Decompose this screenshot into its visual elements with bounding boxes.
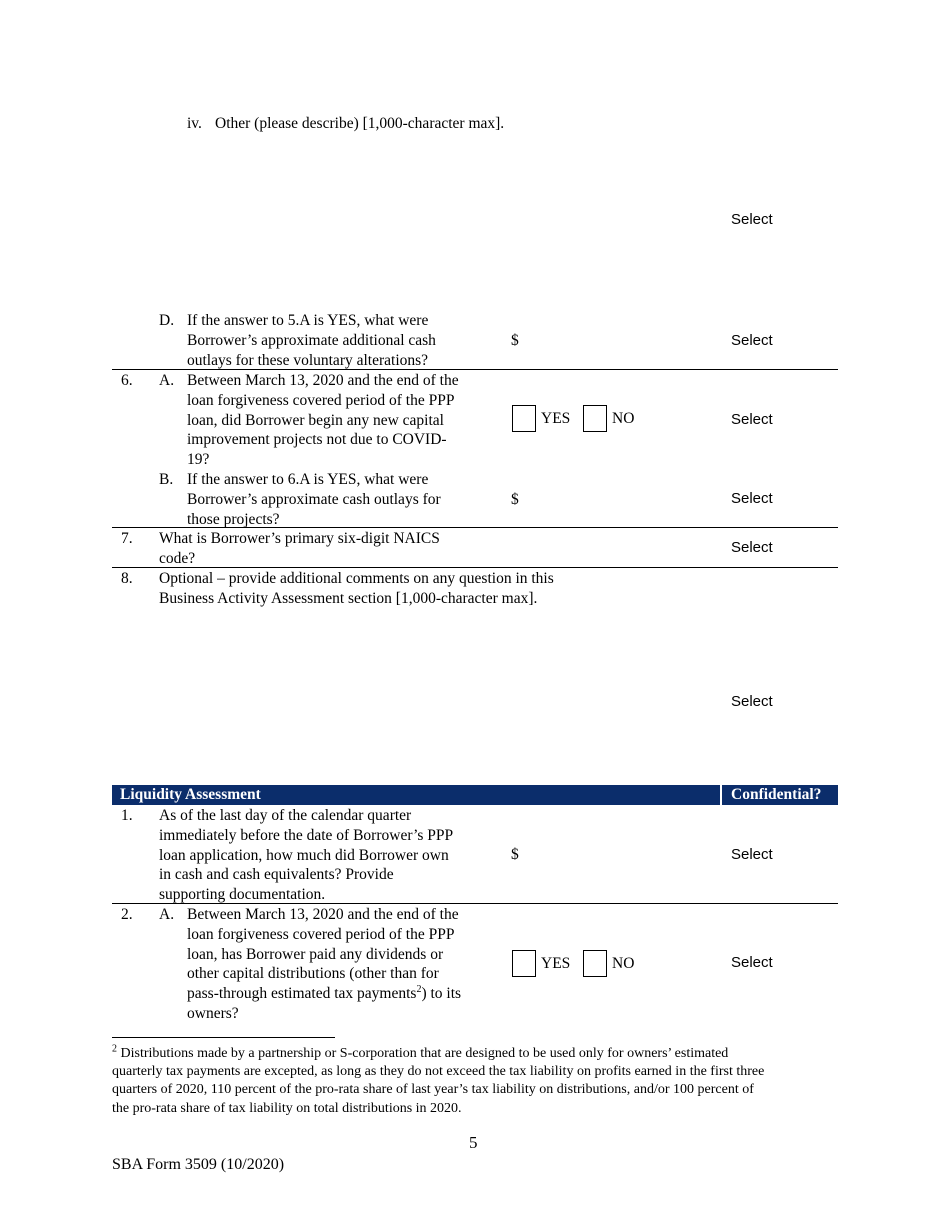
- q5-iv-marker: iv.: [187, 115, 202, 132]
- liq-q2-a-yes-label: YES: [541, 955, 571, 972]
- liquidity-section-header: Liquidity Assessment: [112, 785, 720, 805]
- divider: [112, 567, 838, 568]
- divider: [112, 527, 838, 528]
- liq-q2-a-confidential-select[interactable]: Select: [731, 954, 773, 971]
- q5-d-confidential-select[interactable]: Select: [731, 332, 773, 349]
- liq-q1-confidential-select[interactable]: Select: [731, 846, 773, 863]
- liq-q2-a-no-label: NO: [612, 955, 635, 972]
- q5-iv-confidential-select[interactable]: Select: [731, 211, 773, 228]
- q6-a-no-checkbox[interactable]: [583, 405, 607, 432]
- q6-b-confidential-select[interactable]: Select: [731, 490, 773, 507]
- q8-confidential-select[interactable]: Select: [731, 693, 773, 710]
- q5-d-dollar: $: [511, 332, 519, 349]
- q5-d-question: If the answer to 5.A is YES, what were Borrower’s approximate additional cash outlays for these voluntary alterations?: [187, 312, 436, 369]
- q7-confidential-select[interactable]: Select: [731, 539, 773, 556]
- q6-a-no-label: NO: [612, 410, 635, 427]
- footnote-separator: [112, 1037, 335, 1038]
- divider: [112, 369, 838, 370]
- q6-a-marker: A.: [159, 372, 175, 389]
- liq-q2-number: 2.: [121, 906, 133, 923]
- footnote-marker: 2: [112, 1043, 117, 1055]
- footnote-reference: 2: [416, 984, 422, 996]
- q6-a-yes-checkbox[interactable]: [512, 405, 536, 432]
- divider: [112, 903, 838, 904]
- q6-b-question: If the answer to 6.A is YES, what were Borrower’s approximate cash outlays for those projects?: [187, 471, 441, 528]
- q7-number: 7.: [121, 530, 133, 547]
- q6-b-dollar: $: [511, 491, 519, 508]
- q6-a-confidential-select[interactable]: Select: [731, 411, 773, 428]
- page-number: 5: [469, 1133, 478, 1152]
- q5-d-marker: D.: [159, 312, 175, 329]
- q6-number: 6.: [121, 372, 133, 389]
- liq-q2-a-no-checkbox[interactable]: [583, 950, 607, 977]
- q6-a-question: Between March 13, 2020 and the end of the loan forgiveness covered period of the PPP loan, did Borrower begin any new capital improvement projects not due to COVID- 19?: [187, 372, 459, 469]
- liq-q1-dollar: $: [511, 846, 519, 863]
- liq-q1-number: 1.: [121, 807, 133, 824]
- liq-q2-a-yes-checkbox[interactable]: [512, 950, 536, 977]
- q6-b-marker: B.: [159, 471, 174, 488]
- liq-q2-a-marker: A.: [159, 906, 175, 923]
- q6-a-yes-label: YES: [541, 410, 571, 427]
- q8-number: 8.: [121, 570, 133, 587]
- footnote: $^2$ Distributions made by a partnership or S-corporation that are designed to be used only for owners’ estimated quarterly tax payments are excepted, as long as they do not exceed the tax liability on profits earned in the first three quarters of 2020, 110 percent of the pro-rata share of last year’s tax liability on distributions, and/or 100 percent of the pro-rata share of tax liability on total distributions in 2020.: [112, 1043, 765, 1116]
- form-identifier: SBA Form 3509 (10/2020): [112, 1156, 285, 1173]
- q8-question: Optional – provide additional comments on any question in this Business Activity Assessment section [1,000-character max].: [159, 570, 554, 607]
- q5-iv-text: Other (please describe) [1,000-character max].: [215, 115, 505, 132]
- liq-q2-a-question: Between March 13, 2020 and the end of the loan forgiveness covered period of the PPP loan, has Borrower paid any dividends or other capital distributions (other than for pass-through estimated tax payments$^2$) to its owners?: [187, 906, 462, 1022]
- q7-question: What is Borrower’s primary six-digit NAICS code?: [159, 530, 440, 567]
- confidential-column-header: Confidential?: [722, 785, 838, 805]
- liq-q1-question: As of the last day of the calendar quarter immediately before the date of Borrower’s PPP loan application, how much did Borrower own in cash and cash equivalents? Provide supporting documentation.: [159, 807, 454, 904]
